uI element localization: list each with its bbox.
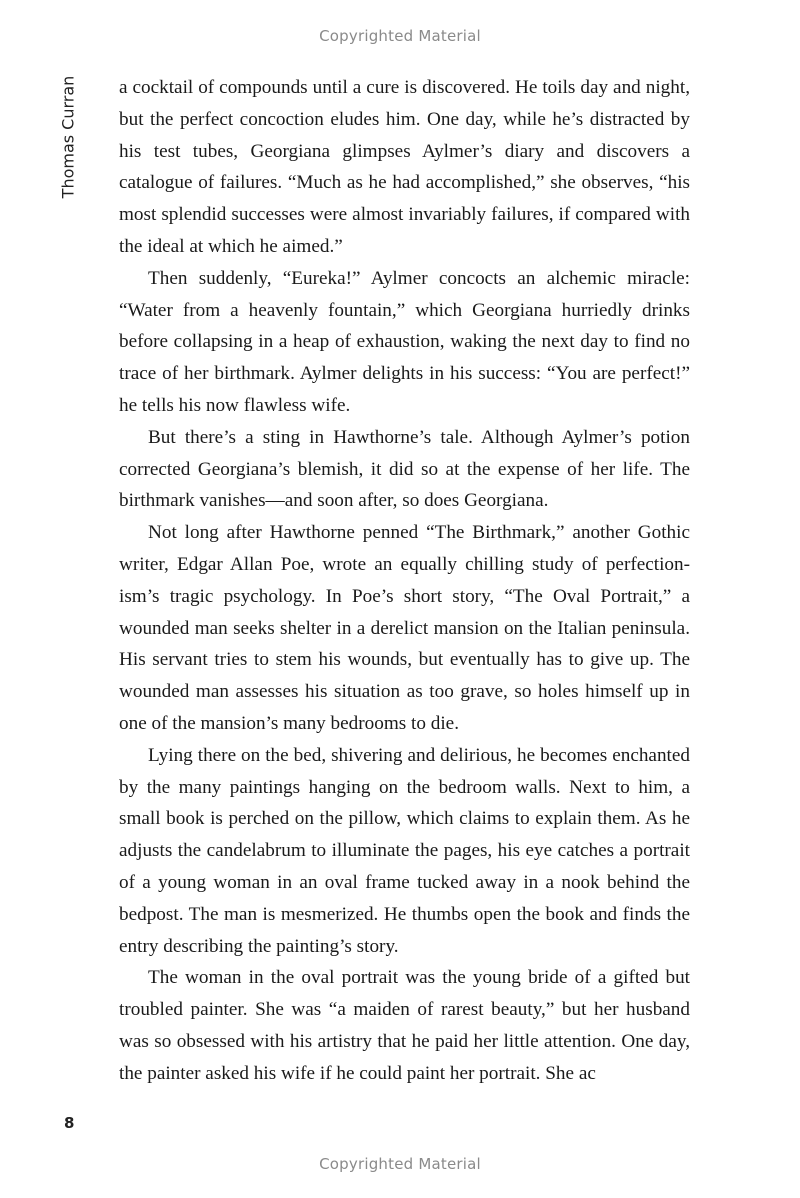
page-number: 8 (64, 1114, 75, 1132)
paragraph: Then suddenly, “Eureka!” Aylmer concocts an alchemic miracle: “Water from a heavenly fountain,” which Georgiana hurriedly drinks before collapsing in a heap of exhaustion, waking the next day to find no trace of her birthmark. Aylmer delights in his success: “You are perfect!” he tells his now flawless wife. (119, 267, 690, 416)
paragraph: The woman in the oval portrait was the young bride of a gifted but troubled painter. She was “a maiden of rarest beauty,” but her husband was so obsessed with his artistry that he paid her little attention. One day, the painter asked his wife if he could paint her portrait. She ac (119, 967, 690, 1084)
paragraph: But there’s a sting in Hawthorne’s tale. Although Aylmer’s potion corrected Georgiana’s blemish, it did so at the expense of her life. The birthmark vanishes—and soon after, so does Georgiana. (119, 426, 690, 512)
running-head-author: Thomas Curran (58, 75, 78, 199)
running-head (56, 72, 80, 202)
paragraph: Lying there on the bed, shivering and delirious, he becomes enchanted by the many paintings hanging on the bedroom walls. Next to him, a small book is perched on the pillow, which claims to explain them. As he adjusts the candelabrum to illuminate the pages, his eye catches a portrait of a young woman in an oval frame tucked away in a nook behind the bedpost. The man is mesmerized. He thumbs open the book and finds the entry describing the painting’s story. (119, 744, 690, 957)
paragraph: Not long after Hawthorne penned “The Birthmark,” another Gothic writer, Edgar Allan Poe, wrote an equally chilling study of perfectionism’s tragic psychology. In Poe’s short story, “The Oval Portrait,” a wounded man seeks shelter in a derelict mansion on the Italian peninsula. His servant tries to stem his wounds, but eventually has to give up. The wounded man assesses his situation as too grave, so holes himself up in one of the mansion’s many bedrooms to die. (119, 522, 690, 734)
copyright-watermark-bottom: Copyrighted Material (319, 1155, 481, 1173)
copyright-watermark-top: Copyrighted Material (319, 27, 481, 45)
body-text (119, 72, 690, 1090)
paragraph: a cocktail of compounds until a cure is discovered. He toils day and night, but the perfect concoction eludes him. One day, while he’s distracted by his test tubes, Georgiana glimpses Aylmer’s diary and discovers a catalogue of failures. “Much as he had accomplished,” she observes, “his most splendid successes were almost invariably failures, if compared with the ideal at which he aimed.” (119, 77, 690, 257)
